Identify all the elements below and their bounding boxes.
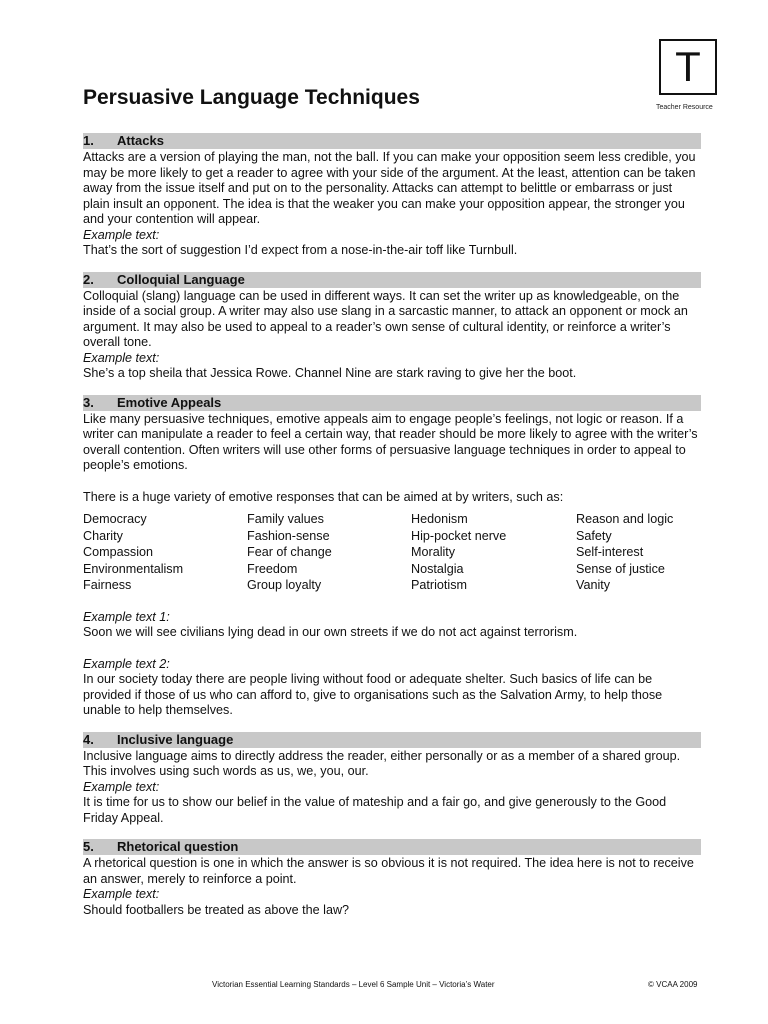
section-title: Inclusive language	[117, 731, 234, 747]
emotive-response: Morality	[411, 545, 456, 559]
example-label: Example text 2:	[83, 656, 170, 671]
section-attacks	[83, 133, 701, 259]
section-heading	[83, 732, 701, 748]
emotive-response: Sense of justice	[576, 561, 665, 576]
section-paragraph-2: There is a huge variety of emotive responses that can be aimed at by writers, such as:	[83, 489, 564, 504]
section-title: Attacks	[117, 133, 164, 148]
page-title: Persuasive Language Techniques	[83, 86, 420, 109]
section-rhetorical-question	[83, 839, 701, 918]
section-heading	[83, 395, 701, 411]
section-inclusive-language	[83, 732, 701, 827]
section-paragraph: Attacks are a version of playing the man, not the ball. If you can make your opposition seem less credible, you may be more likely to get a reader to agree with your side of the argument. At the least, attention can be taken away from the issue itself and put on to the personality. Attacks can attempt to belittle or embarrass or just plain insult an opponent. The idea is that the weaker you can make your opposition appear, the stronger you and your contention will appear.	[83, 150, 696, 226]
section-number: 5.	[83, 839, 94, 854]
section-heading	[83, 133, 701, 149]
section-title: Rhetorical question	[117, 839, 239, 854]
emotive-response: Fashion-sense	[247, 528, 330, 543]
emotive-response: Group loyalty	[247, 578, 322, 592]
section-number: 3.	[83, 394, 94, 410]
section-number: 2.	[83, 271, 94, 287]
footer-copyright: © VCAA 2009	[648, 980, 698, 989]
emotive-response: Safety	[576, 528, 612, 543]
example-text: Should footballers be treated as above the law?	[83, 902, 350, 917]
emotive-response: Nostalgia	[411, 561, 464, 576]
section-title: Colloquial Language	[117, 271, 245, 287]
document-body	[83, 133, 701, 931]
teacher-resource-logo	[659, 39, 717, 95]
section-paragraph: Like many persuasive techniques, emotive appeals aim to engage people’s feelings, not logic or reason. If a writer can manipulate a reader to feel a certain way, that reader should be more likely to agree with the writer’s overall contention. Often writers will use other forms of persuasive language techniques in order to appeal to people’s emotions.	[83, 411, 698, 472]
section-title: Emotive Appeals	[117, 394, 222, 410]
example-label: Example text:	[83, 779, 160, 794]
emotive-response: Fairness	[83, 578, 132, 592]
logo-caption: Teacher Resource	[656, 104, 713, 111]
example-text: Soon we will see civilians lying dead in our own streets if we do not act against terrorism.	[83, 625, 578, 639]
emotive-response: Hip-pocket nerve	[411, 528, 507, 543]
example-text: She’s a top sheila that Jessica Rowe. Channel Nine are stark raving to give her the boot.	[83, 366, 577, 380]
emotive-response: Environmentalism	[83, 561, 184, 576]
emotive-response: Compassion	[83, 545, 153, 559]
section-paragraph: Colloquial (slang) language can be used in different ways. It can set the writer up as knowledgeable, on the inside of a social group. A writer may also use slang in a sarcastic manner, to attack an opponent or mock an argument. It may also be used to appeal to a reader’s own sense of cultural identity, or reinforce a writer’s overall tone.	[83, 288, 688, 349]
emotive-response: Freedom	[247, 561, 298, 576]
section-heading	[83, 839, 701, 855]
emotive-response: Charity	[83, 528, 123, 543]
emotive-response: Hedonism	[411, 512, 468, 526]
logo-letter: T	[675, 43, 701, 90]
emotive-response: Vanity	[576, 578, 611, 592]
example-text: That’s the sort of suggestion I’d expect from a nose-in-the-air toff like Turnbull.	[83, 243, 518, 257]
example-label: Example text:	[83, 887, 160, 901]
section-number: 1.	[83, 133, 94, 148]
footer-text: Victorian Essential Learning Standards – Level 6 Sample Unit – Victoria’s Water	[212, 980, 495, 989]
example-label: Example text:	[83, 350, 160, 365]
emotive-response: Democracy	[83, 512, 147, 526]
section-paragraph: Inclusive language aims to directly address the reader, either personally or as a member of a shared group. This involves using such words as us, we, you, our.	[83, 748, 681, 778]
example-text: In our society today there are people living without food or adequate shelter. Such basics of life can be provided if those of us who can afford to, give to organisations such as the Salvation Army, to help those unable to help themselves.	[83, 672, 663, 717]
emotive-response: Family values	[247, 512, 324, 526]
emotive-responses-grid	[83, 511, 701, 594]
example-text: It is time for us to show our belief in the value of mateship and a fair go, and give generously to the Good Friday Appeal.	[83, 795, 667, 825]
section-emotive-appeals	[83, 395, 701, 719]
section-paragraph: A rhetorical question is one in which the answer is so obvious it is not required. The idea here is not to receive an answer, merely to reinforce a point.	[83, 856, 694, 886]
example-label: Example text 1:	[83, 609, 170, 624]
section-number: 4.	[83, 731, 94, 747]
emotive-response: Fear of change	[247, 545, 332, 559]
section-colloquial-language	[83, 272, 701, 382]
example-label: Example text:	[83, 227, 160, 242]
emotive-response: Patriotism	[411, 578, 467, 592]
emotive-response: Reason and logic	[576, 512, 674, 526]
emotive-response: Self-interest	[576, 545, 644, 559]
section-heading	[83, 272, 701, 288]
